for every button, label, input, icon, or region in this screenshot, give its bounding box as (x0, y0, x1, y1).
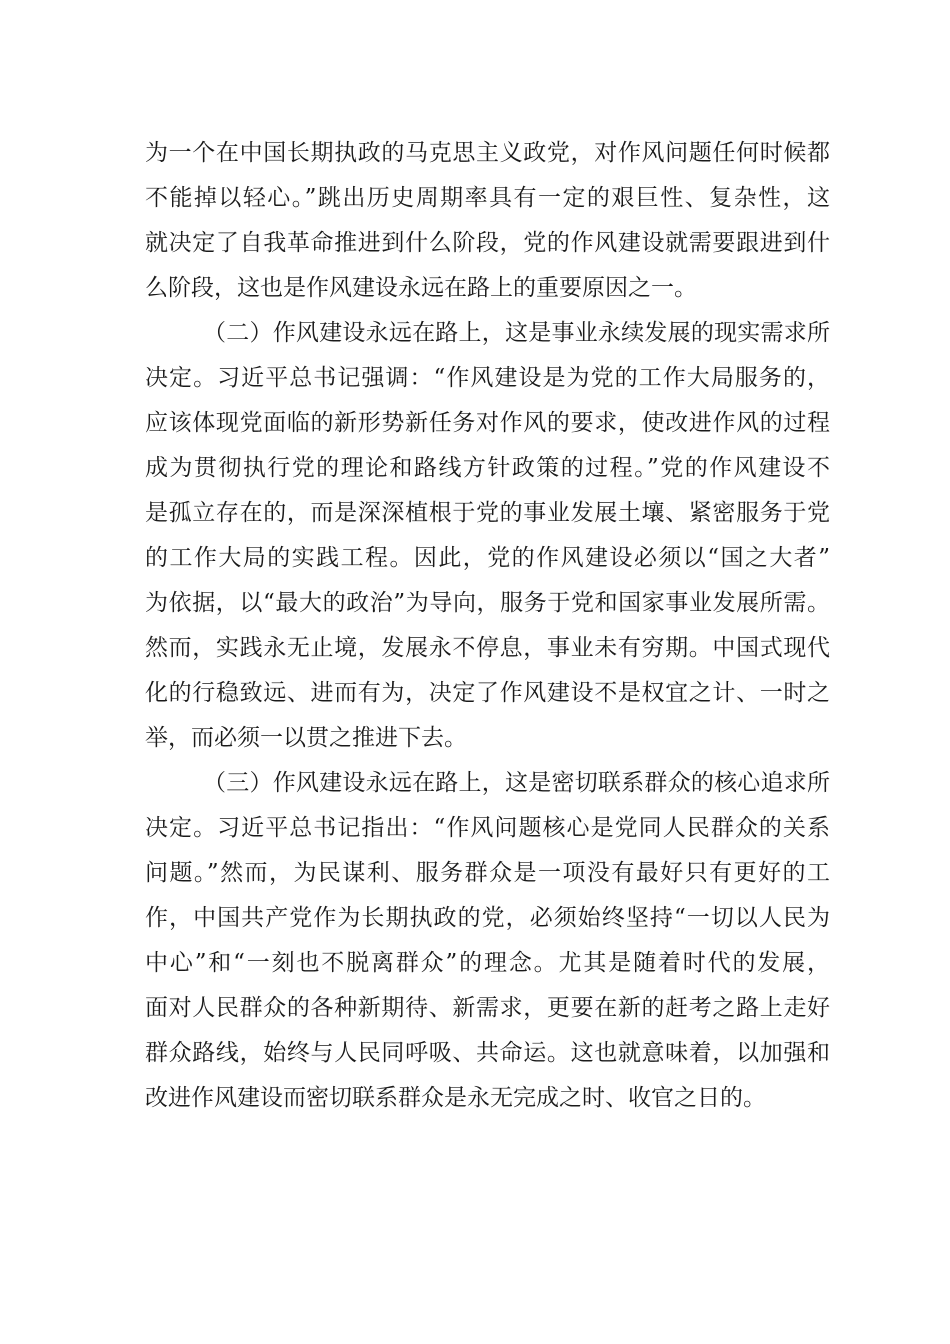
paragraph-3 (145, 761, 830, 1121)
text-line: 不能掉以轻心。”跳出历史周期率具有一定的艰巨性、复杂性，这 (145, 185, 830, 211)
text-line: 群众路线，始终与人民同呼吸、共命运。这也就意味着，以加强和 (145, 1040, 830, 1066)
text-line: 就决定了自我革命推进到什么阶段，党的作风建设就需要跟进到什 (145, 230, 830, 256)
text-line: 化的行稳致远、进而有为，决定了作风建设不是权宜之计、一时之 (145, 680, 830, 706)
text-line: 中心”和“一刻也不脱离群众”的理念。尤其是随着时代的发展， (145, 950, 830, 976)
text-line: 应该体现党面临的新形势新任务对作风的要求，使改进作风的过程 (145, 410, 830, 436)
text-line: 么阶段，这也是作风建设永远在路上的重要原因之一。 (145, 275, 697, 301)
text-line: （二）作风建设永远在路上，这是事业永续发展的现实需求所 (203, 320, 830, 346)
text-line: （三）作风建设永远在路上，这是密切联系群众的核心追求所 (203, 770, 830, 796)
text-line: 是孤立存在的，而是深深植根于党的事业发展土壤、紧密服务于党 (145, 500, 830, 526)
paragraph-2 (145, 311, 830, 761)
text-line: 举，而必须一以贯之推进下去。 (145, 725, 467, 751)
text-line: 为依据，以“最大的政治”为导向，服务于党和国家事业发展所需。 (145, 590, 830, 616)
text-line: 的工作大局的实践工程。因此，党的作风建设必须以“国之大者” (145, 545, 830, 571)
text-line: 作，中国共产党作为长期执政的党，必须始终坚持“一切以人民为 (145, 905, 830, 931)
document-body (145, 131, 830, 1121)
text-line: 决定。习近平总书记强调：“作风建设是为党的工作大局服务的， (145, 365, 830, 391)
text-line: 面对人民群众的各种新期待、新需求，更要在新的赶考之路上走好 (145, 995, 830, 1021)
paragraph-1 (145, 131, 830, 311)
text-line: 改进作风建设而密切联系群众是永无完成之时、收官之日的。 (145, 1085, 766, 1111)
text-line: 然而，实践永无止境，发展永不停息，事业未有穷期。中国式现代 (145, 635, 830, 661)
text-line: 为一个在中国长期执政的马克思主义政党，对作风问题任何时候都 (145, 140, 830, 166)
text-line: 成为贯彻执行党的理论和路线方针政策的过程。”党的作风建设不 (145, 455, 830, 481)
text-line: 决定。习近平总书记指出：“作风问题核心是党同人民群众的关系 (145, 815, 830, 841)
text-line: 问题。”然而，为民谋利、服务群众是一项没有最好只有更好的工 (145, 860, 830, 886)
